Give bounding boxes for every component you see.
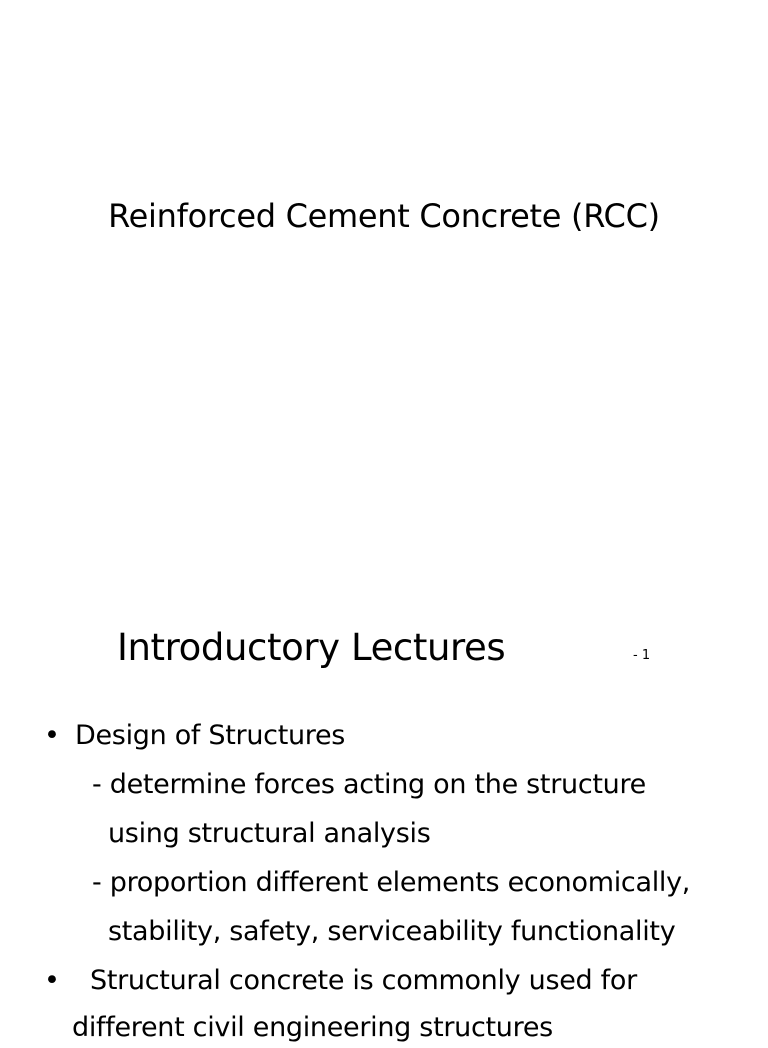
slide-title: Reinforced Cement Concrete (RCC): [108, 197, 660, 235]
sub-line: using structural analysis: [108, 818, 431, 849]
bullet-text: Design of Structures: [75, 720, 346, 751]
sub-line: - determine forces acting on the structure: [92, 769, 646, 800]
sub-line: - proportion different elements economically,: [92, 867, 691, 898]
bullet-marker: •: [44, 720, 60, 751]
bullet-marker: •: [44, 965, 60, 996]
sub-line: stability, safety, serviceability functionality: [108, 916, 676, 947]
bullet-text: Structural concrete is commonly used for: [90, 965, 637, 996]
bullet-continuation: different civil engineering structures: [72, 1012, 553, 1043]
slide-number: - 1: [633, 648, 651, 663]
lecture-heading: Introductory Lectures: [117, 626, 506, 669]
